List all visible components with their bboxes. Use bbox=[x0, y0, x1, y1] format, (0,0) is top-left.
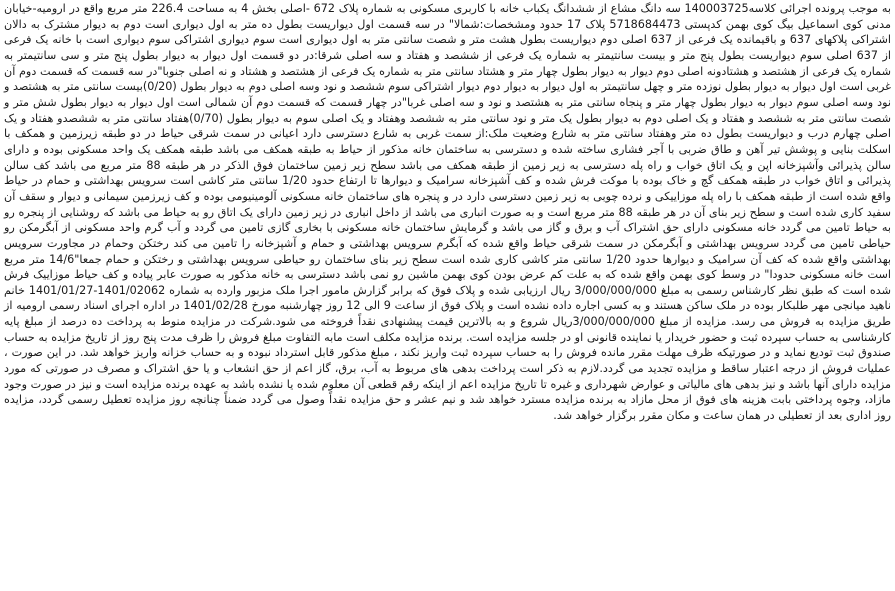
auction-notice-text: به موجب پرونده اجرائی کلاسه140003725 سه دانگ مشاع از ششدانگ یکباب خانه با کاربری مسکونی به شماره پلاک 672 -اصلی بخش 4 به مساحت 226.4 متر مربع واقع در ارومیه-خیابان مدنی کوی اسماعیل بیگ کوی بهمن کدپستی 5718684473 پلاک 17 حدود ومشخصات:شمالا" در سه قسمت اول دیواریست بطول ده متر به اول دیواری است دوم به دیوار مشترک به دالان اشتراکی پلاکهای 637 و باقیمانده یک فرعی از 637 اصلی دوم دیواریست بطول هشت متر و شصت سانتی متر به اول دیواری است سوم دیواری اشتراکی سوم دیواری است با خانه یک فرعی از 637 اصلی سوم دیواریست بطول پنج متر و بیست سانتیمتر به شماره یک فرعی از ششصد و هفتاد و سه اصلی شرقا:در دو قسمت اول دیوار به دیوار بطول پنج متر و سی سانتیمتر به شماره یک فرعی از هشتصد و هشتادونه اصلی دوم دیوار به دیوار بطول چهار متر و هشتاد سانتی متر به شماره یک فرعی از هشتصد و هشتاد و نه اصلی جنوبا"در سه قسمت که قسمت دوم آن غربی است اول دیوار به دیوار بطول نوزده متر و چهل سانتیمتر به اول دیوار به دیوار دوم دیوار اشتراکی سوم ششصد و نود وسه اصلی دوم به دیوار بطول (0/20)بیست سانتی متر به هشتصد و نود وسه اصلی سوم دیوار به دیوار بطول چهار متر و پنجاه سانتی متر به هشتصد و نود و سه اصلی غربا"در چهار قسمت که قسمت دوم آن شمالی است اول دیوار به دیوار بطول شش متر و شصت سانتی متر به ششصد و هفتاد و یک اصلی دوم به دیوار بطول یک متر و نود سانتی متر به ششصد وهفتاد و یک اصلی سوم به دیوار بطول (0/70)هفتاد سانتی متر به ششصدو هفتاد و یک اصلی چهارم درب و دیواریست بطول ده متر وهفتاد سانتی متر به شارع وضعیت ملک:از سمت غربی به شارع دسترسی دارد اعیانی در سمت شرقی حیاط در دو طبقه زیرزمین و همکف با اسکلت بنایی و پوشش تیر آهن و طاق ضربی با آجر فشاری ساخته شده و دسترسی به ساختمان خانه مذکور از حیاط به طبقه همکف می باشد طبقه همکف یک واحد مسکونی بوده و دارای سالن پذیرائی وآشپزخانه اپن و یک اتاق خواب و راه پله دسترسی به زیر زمین از طبقه همکف می باشد سطح زیر زمین ساختمان فوق الذکر در هر طبقه 88 متر مربع می باشد کف سالن پذیرائی و اتاق خواب در طبقه همکف گچ و خاک بوده با موکت فرش شده و کف آشپزخانه سرامیک و دیوارها تا ارتفاع حدود 1/20 سانتی متر کاشی است سرویس بهداشتی و حمام در حیاط واقع شده است از طبقه همکف با راه پله موزاییکی و نرده چوبی به زیر زمین دسترسی دارد در و پنجره های ساختمان خانه مسکونی آلومینیومی بوده و کف زیرزمین سیمانی و دیوار و سقف آن سفید کاری شده است و سطح زیر بنای آن در هر طبقه 88 متر مربع است و به صورت انباری می باشد از داخل انباری در زیر زمین دارای یک اتاق رو به حیاط می باشد که روشنایی از پنجره رو به حیاط تامین می گردد خانه مسکونی دارای حق اشتراک آب و برق و گاز می باشد و گرمایش ساختمان خانه مسکونی با بخاری گازی تامین می گردد و آب گرم واحد مسکونی از آبگرمکن رو حیاطی تامین می گردد سرویس بهداشتی و آبگرمکن در سمت شرقی حیاط واقع شده که آبگرم سرویس بهداشتی و حمام و آشپزخانه را تامین می کند رختکن وحمام در مجاورت سرویس بهداشتی واقع شده که کف آن سرامیک و دیوارها حدود 1/20 سانتی متر کاشی کاری شده است سطح زیر بنای ساختمان رو حیاطی سرویس بهداشتی و رختکن و حمام جمعا"14/6 متر مربع است خانه مسکونی حدودا" در وسط کوی بهمن واقع شده که به علت کم عرض بودن کوی بهمن ماشین رو نمی باشد دسترسی به خانه مذکور به صورت عابر پیاده و کف حیاط موزاییک فرش شده است که طبق نظر کارشناس رسمی به مبلغ 3/000/000/000 ریال ارزیابی شده و پلاک فوق که برابر گزارش مامور اجرا ملک مزبور وارده به شماره 1401/02062-1401/01/27 خانم ناهید میانجی مهر طلبکار بوده در ملک ساکن هستند و به کسی اجاره داده نشده است و پلاک فوق از ساعت 9 الی 12 روز چهارشنبه مورخ 1401/02/28 در اداره اجرای اسناد رسمی ارومیه از طریق مزایده به فروش می رسد. مزایده از مبلغ 3/000/000/000ریال شروع و به بالاترین قیمت پیشنهادی نقداً فروخته می شود.شرکت در مزایده منوط به پرداخت ده درصد از مبلغ پایه کارشناسی به حساب سپرده ثبت و حضور خریدار یا نماینده قانونی او در جلسه مزایده است. برنده مزایده مکلف است مابه التفاوت مبلغ فروش را ظرف مدت پنج روز از تاریخ مزایده به حساب صندوق ثبت تودیع نماید و در صورتیکه ظرف مهلت مقرر مانده فروش را به حساب سپرده ثبت واریز نکند ، مبلغ مذکور قابل استرداد نبوده و به حساب خزانه واریز خواهد شد. در این صورت ، عملیات فروش از درجه اعتبار ساقط و مزایده تجدید می گردد.لازم به ذکر است پرداخت بدهی های مربوط به آب، برق، گاز اعم از حق انشعاب و یا حق اشتراک و مصرف در صورتی که مورد مزایده دارای آنها باشد و نیز بدهی های مالیاتی و عوارض شهرداری و غیره تا تاریخ مزایده اعم از اینکه رقم قطعی آن معلوم شده یا نشده باشد به عهده برنده مزایده است و نیز در صورت وجود مازاد، وجوه پرداختی بابت هزینه های فوق از محل مازاد به برنده مزایده مسترد خواهد شد و نیم عشر و حق مزایده نقداً وصول می گردد ضمناً چنانچه روز مزایده تعطیل رسمی گردد، مزایده روز اداری بعد از تعطیلی در همان ساعت و مکان مقرر برگزار خواهد شد. bbox=[4, 2, 892, 423]
